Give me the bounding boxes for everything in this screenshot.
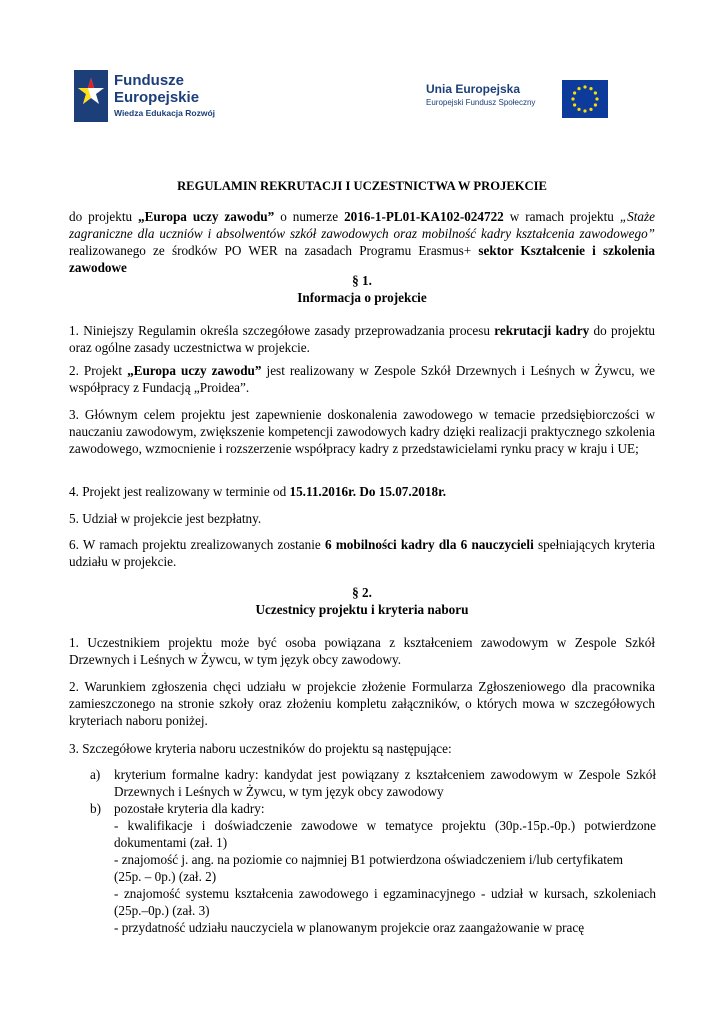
- list-item-mark: b): [90, 801, 101, 816]
- section1-number: § 1.: [352, 273, 372, 288]
- fe-logo-line2: Europejskie: [114, 89, 200, 106]
- list-item-mark: a): [90, 767, 101, 782]
- section2-heading: Uczestnicy projektu i kryteria naboru: [255, 602, 469, 617]
- section1-item2: [69, 362, 655, 396]
- list-item-text: pozostałe kryteria dla kadry:: [114, 801, 265, 816]
- section1-heading: Informacja o projekcie: [297, 290, 427, 305]
- unia-europejska-logo: [426, 80, 606, 120]
- project-italic-title: „Staże zagraniczne dla uczniów i absolwentów szkół zawodowych oraz mobilność kadry kształcenia zawodowego”: [69, 209, 655, 241]
- item6-text-bold: 6 mobilności kadry dla 6 nauczycieli: [324, 537, 534, 552]
- fe-logo-line1: Fundusze: [114, 72, 184, 89]
- item1-text-a: 1. Niniejszy Regulamin określa szczegółowe zasady przeprowadzania procesu: [69, 323, 495, 338]
- criteria-list: [90, 766, 656, 936]
- project-name: „Europa uczy zawodu”: [138, 209, 275, 224]
- fe-logo-line3: Wiedza Edukacja Rozwój: [114, 108, 215, 118]
- fe-star-icon: [74, 70, 108, 122]
- eu-flag-icon: [562, 80, 608, 118]
- sub-criterion: - kwalifikacje i doświadczenie zawodowe w tematyce projektu (30p.-15p.-0p.) potwierdzone dokumentami (zał. 1): [114, 818, 656, 850]
- section2-item3: 3. Szczegółowe kryteria naboru uczestników do projektu są następujące:: [69, 741, 452, 756]
- eu-logo-line2: Europejski Fundusz Społeczny: [426, 98, 536, 107]
- sub-criterion: - znajomość systemu kształcenia zawodowego i egzaminacyjnego - udział w kursach, szkoleniach (25p.–0p.) (zał. 3): [114, 886, 656, 918]
- sub-criterion: - znajomość j. ang. na poziomie co najmniej B1 potwierdzona oświadczeniem i/lub certyfikatem: [114, 852, 624, 867]
- intro-text-1: do projektu: [69, 209, 139, 224]
- sub-criterion: (25p. – 0p.) (zał. 2): [114, 869, 217, 884]
- section1-item4: [69, 483, 655, 500]
- eu-logo-line1: Unia Europejska: [426, 82, 521, 96]
- section2-item1: 1. Uczestnikiem projektu może być osoba powiązana z kształceniem zawodowym w Zespole Szkół Drzewnych i Leśnych w Żywcu, w tym język obcy zawodowy.: [69, 635, 655, 667]
- section1-item6: [69, 536, 655, 570]
- item6-text-a: 6. W ramach projektu zrealizowanych zostanie: [69, 537, 325, 552]
- list-item: [90, 800, 656, 936]
- sub-criterion: - przydatność udziału nauczyciela w planowanym projekcie oraz zaangażowanie w pracę: [114, 920, 585, 935]
- document-title: REGULAMIN REKRUTACJI I UCZESTNICTWA W PROJEKCIE: [177, 179, 547, 193]
- item1-text-c: do projektu oraz ogólne zasady uczestnictwa w projekcie.: [69, 323, 656, 355]
- item4-text-a: 4. Projekt jest realizowany w terminie od: [69, 484, 290, 499]
- item2-text-a: 2. Projekt: [69, 363, 128, 378]
- item4-date: 15.11.2016r. Do 15.07.2018r.: [289, 484, 447, 499]
- intro-text-2: o numerze: [274, 209, 345, 224]
- fundusze-europejskie-logo: [74, 70, 234, 126]
- intro-text-3: w ramach projektu: [503, 209, 620, 224]
- list-item: [90, 766, 656, 800]
- sector-name: sektor Kształcenie i szkolenia zawodowe: [69, 243, 656, 275]
- item6-text-c: spełniających kryteria udziału w projekcie.: [69, 537, 655, 569]
- item2-text-c: jest realizowany w Zespole Szkół Drzewnych i Leśnych w Żywcu, we współpracy z Fundacją „Proidea”.: [69, 363, 655, 395]
- item1-text-bold: rekrutacji kadry: [494, 323, 590, 338]
- section1-item3: 3. Głównym celem projektu jest zapewnienie doskonalenia zawodowego w temacie przedsiębiorczości w nauczaniu zawodowym, zwiększenie kompetencji zawodowych kadry dzięki realizacji praktycznego szkolenia zawodowego, wzmocnienie i rozszerzenie współpracy kadry z przedstawicielami rynku pracy w kraju i UE;: [69, 407, 655, 456]
- intro-text-4: realizowanego ze środków PO WER na zasadach Programu Erasmus+: [69, 243, 479, 258]
- item2-text-bold: „Europa uczy zawodu”: [127, 363, 262, 378]
- intro-paragraph: [69, 208, 655, 276]
- project-number: 2016-1-PL01-KA102-024722: [344, 209, 504, 224]
- section2-number: § 2.: [352, 585, 372, 600]
- section2-item2: 2. Warunkiem zgłoszenia chęci udziału w projekcie złożenie Formularza Zgłoszeniowego dla pracownika zamieszczonego na stronie szkoły oraz złożeniu kompletu załączników, o których mowa w szczegółowych kryteriach naboru poniżej.: [69, 679, 655, 728]
- section1-item1: [69, 322, 655, 356]
- section1-item5: 5. Udział w projekcie jest bezpłatny.: [69, 511, 262, 526]
- list-item-text: kryterium formalne kadry: kandydat jest powiązany z kształceniem zawodowym w Zespole Szkół Drzewnych i Leśnych w Żywcu, w tym język obcy zawodowy: [114, 767, 656, 799]
